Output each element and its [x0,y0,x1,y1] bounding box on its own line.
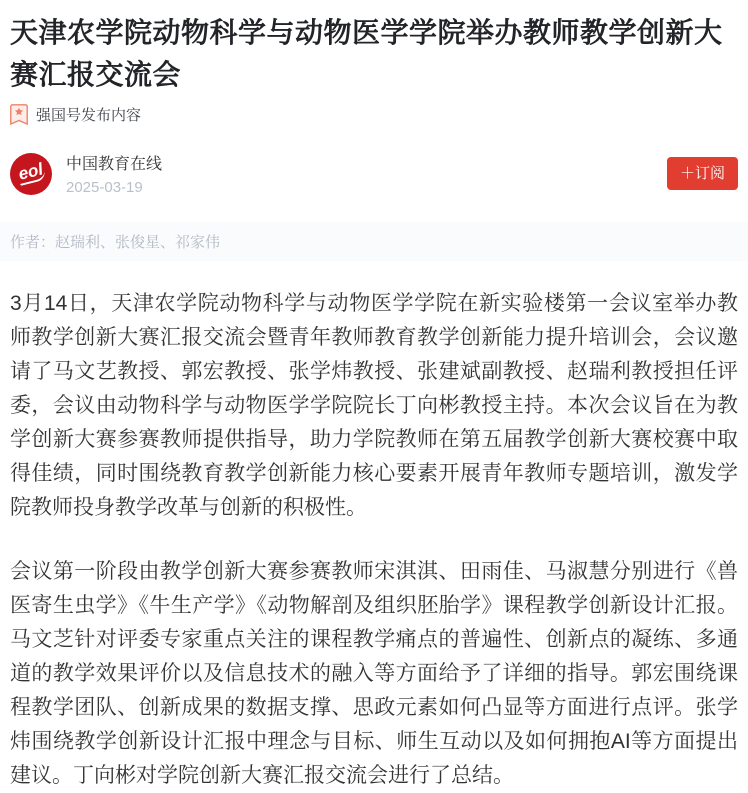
ribbon-badge-icon [10,104,28,125]
qiangguohao-badge[interactable] [10,104,738,125]
avatar-logo-text: eol [15,160,46,186]
publisher-name[interactable]: 中国教育在线 [66,156,163,173]
subscribe-button[interactable]: ＋订阅 [667,157,738,190]
publisher-row [10,151,738,196]
badge-label: 强国号发布内容 [36,107,142,124]
article-paragraph-2: 会议第一阶段由教学创新大赛参赛教师宋淇淇、田雨佳、马淑慧分别进行《兽医寄生虫学》《牛生产学》《动物解剖及组织胚胎学》课程教学创新设计汇报。马文芝针对评委专家重点关注的课程教学痛点的普遍性、创新点的凝练、多通道的教学效果评价以及信息技术的融入等方面给予了详细的指导。郭宏围绕课程教学团队、创新成果的数据支撑、思政元素如何凸显等方面进行点评。张学炜围绕教学创新设计汇报中理念与目标、师生互动以及如何拥抱AI等方面提出建议。丁向彬对学院创新大赛汇报交流会进行了总结。 [10,560,738,787]
author-byline: 作者：赵瑞利、张俊星、祁家伟 [0,222,748,261]
publish-date: 2025-03-19 [66,179,143,196]
article-paragraph-1: 3月14日，天津农学院动物科学与动物医学学院在新实验楼第一会议室举办教师教学创新大赛汇报交流会暨青年教师教育教学创新能力提升培训会，会议邀请了马文艺教授、郭宏教授、张学炜教授、张建斌副教授、赵瑞利教授担任评委，会议由动物科学与动物医学学院院长丁向彬教授主持。本次会议旨在为教学创新大赛参赛教师提供指导，助力学院教师在第五届教学创新大赛校赛中取得佳绩，同时围绕教育教学创新能力核心要素开展青年教师专题培训，激发学院教师投身教学改革与创新的积极性。 [10,292,738,519]
article-title: 天津农学院动物科学与动物医学学院举办教师教学创新大赛汇报交流会 [10,17,723,90]
publisher-info [66,151,162,196]
publisher-avatar[interactable] [10,153,52,195]
